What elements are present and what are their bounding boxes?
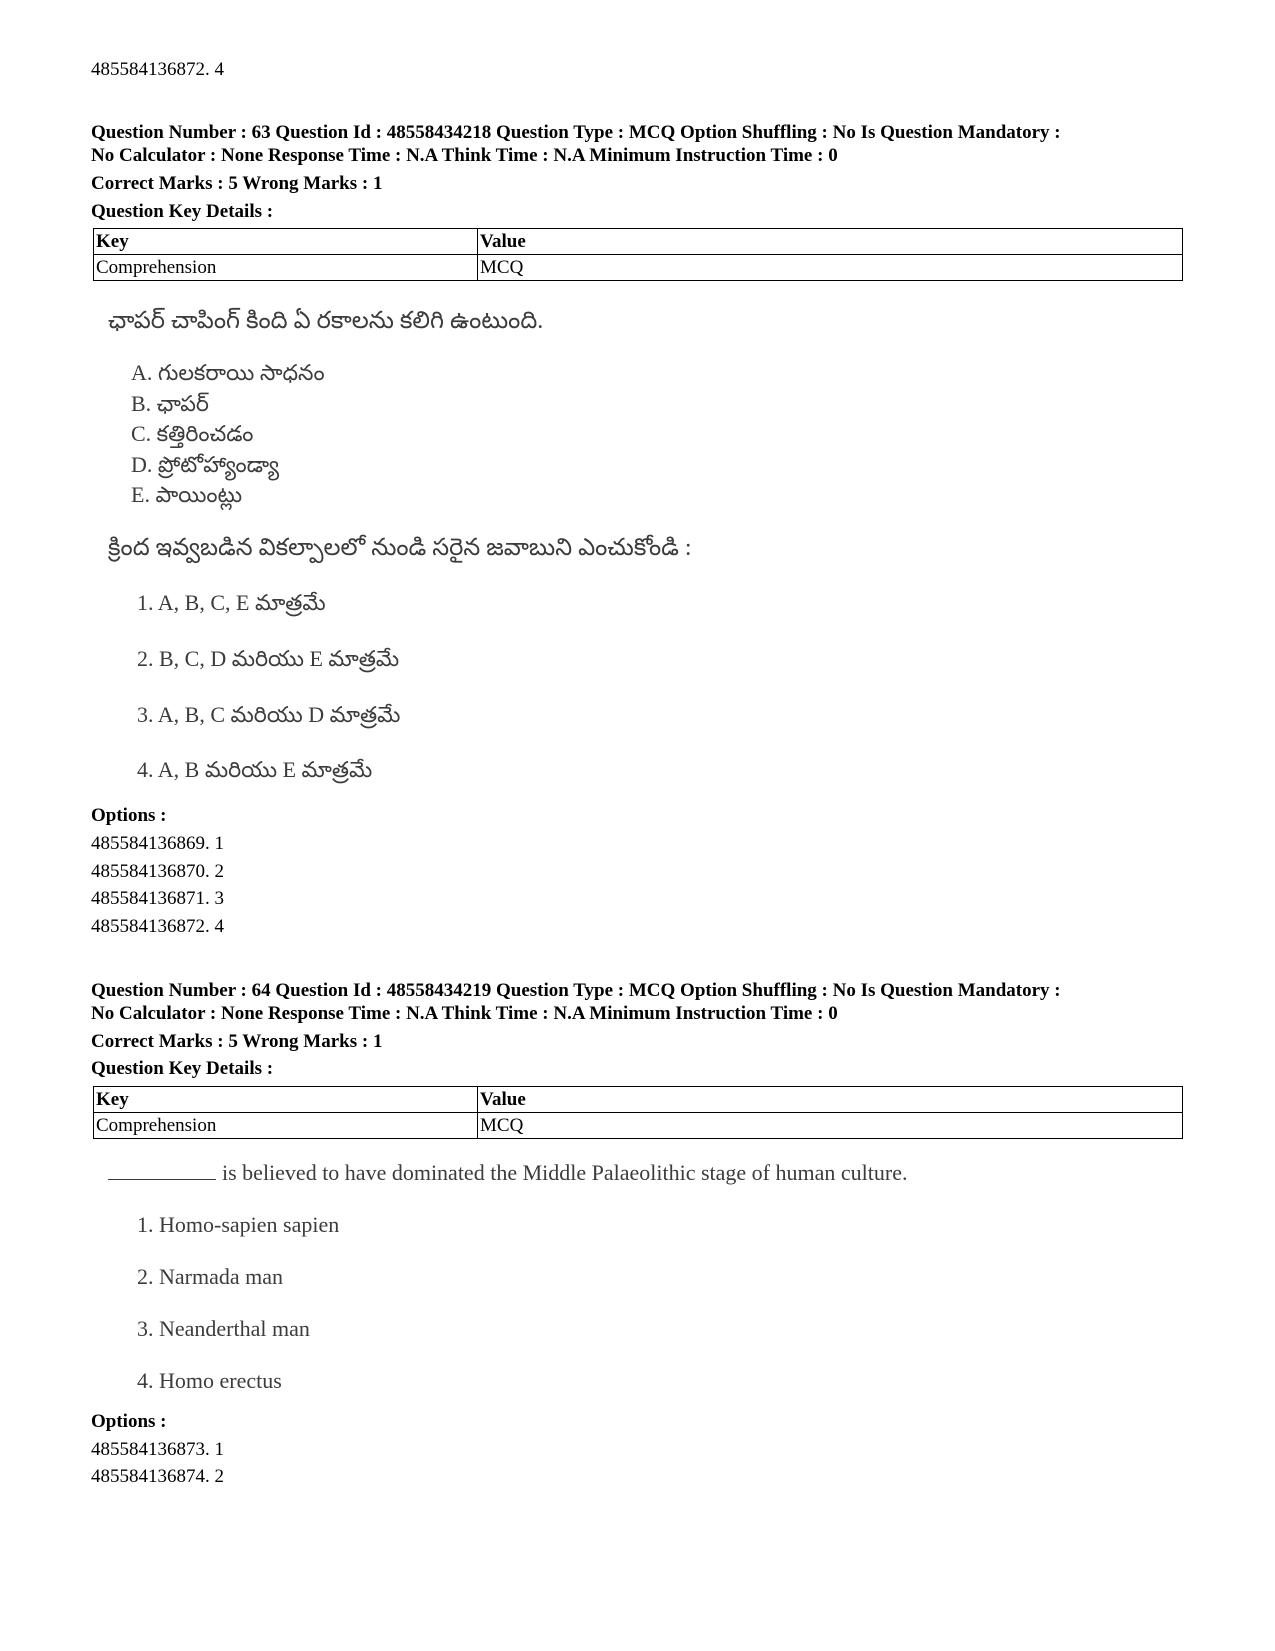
list-item: B. ఛాపర్: [131, 391, 209, 416]
table-cell-value: MCQ: [478, 255, 1183, 281]
table-header-row: [94, 229, 1183, 255]
answer-blank: [108, 1157, 216, 1180]
option-text: 485584136872. 4: [91, 916, 224, 937]
key-details-table: [93, 228, 1183, 281]
answer-choice: 2. Narmada man: [137, 1264, 283, 1289]
table-cell-value: MCQ: [478, 1113, 1183, 1139]
table-header-value: Value: [478, 1087, 1183, 1113]
question-stem-row: [108, 1157, 907, 1188]
option-text: 485584136873. 1: [91, 1439, 224, 1460]
answer-choice: 4. A, B మరియు E మాత్రమే: [137, 757, 373, 782]
question-meta-line1: Question Number : 63 Question Id : 48558434218 Question Type : MCQ Option Shuffling : No Is Question Mandatory :: [91, 122, 1061, 143]
answer-choice: 1. Homo-sapien sapien: [137, 1212, 340, 1237]
table-header-key: Key: [94, 1087, 478, 1113]
key-details-label: Question Key Details :: [91, 1058, 274, 1079]
question-stem: ఛాపర్ చాపింగ్ కింది ఏ రకాలను కలిగి ఉంటుంది.: [108, 308, 544, 334]
option-text: 485584136871. 3: [91, 888, 224, 909]
option-text: 485584136869. 1: [91, 833, 224, 854]
options-label: Options :: [91, 1411, 167, 1432]
answer-choice: 4. Homo erectus: [137, 1368, 282, 1393]
table-row: [94, 1113, 1183, 1139]
list-item: E. పాయింట్లు: [131, 482, 243, 507]
table-header-key: Key: [94, 229, 478, 255]
list-item: D. ప్రోటోహ్యాండ్యా: [131, 452, 280, 477]
question-meta-line1: Question Number : 64 Question Id : 48558434219 Question Type : MCQ Option Shuffling : No Is Question Mandatory :: [91, 980, 1061, 1001]
answer-choice: 3. Neanderthal man: [137, 1316, 310, 1341]
table-cell-key: Comprehension: [94, 255, 478, 281]
table-row: [94, 255, 1183, 281]
table-cell-key: Comprehension: [94, 1113, 478, 1139]
answer-choice: 3. A, B, C మరియు D మాత్రమే: [137, 702, 401, 727]
table-header-row: [94, 1087, 1183, 1113]
list-item: A. గులకరాయి సాధనం: [131, 360, 325, 385]
question-instruction: క్రింద ఇవ్వబడిన వికల్పాలలో నుండి సరైన జవాబుని ఎంచుకోండి :: [108, 535, 692, 561]
answer-choice: 1. A, B, C, E మాత్రమే: [137, 590, 326, 615]
marks-line: Correct Marks : 5 Wrong Marks : 1: [91, 173, 383, 194]
question-meta-line2: No Calculator : None Response Time : N.A Think Time : N.A Minimum Instruction Time : 0: [91, 1003, 838, 1024]
question-meta-line2: No Calculator : None Response Time : N.A Think Time : N.A Minimum Instruction Time : 0: [91, 145, 838, 166]
option-text: 485584136872. 4: [91, 59, 224, 80]
option-text: 485584136874. 2: [91, 1466, 224, 1487]
option-text: 485584136870. 2: [91, 861, 224, 882]
question-stem: is believed to have dominated the Middle Palaeolithic stage of human culture.: [222, 1160, 908, 1185]
answer-choice: 2. B, C, D మరియు E మాత్రమే: [137, 646, 400, 671]
key-details-table: [93, 1086, 1183, 1139]
table-header-value: Value: [478, 229, 1183, 255]
key-details-label: Question Key Details :: [91, 201, 274, 222]
list-item: C. కత్తిరించడం: [131, 421, 254, 446]
marks-line: Correct Marks : 5 Wrong Marks : 1: [91, 1031, 383, 1052]
options-label: Options :: [91, 805, 167, 826]
